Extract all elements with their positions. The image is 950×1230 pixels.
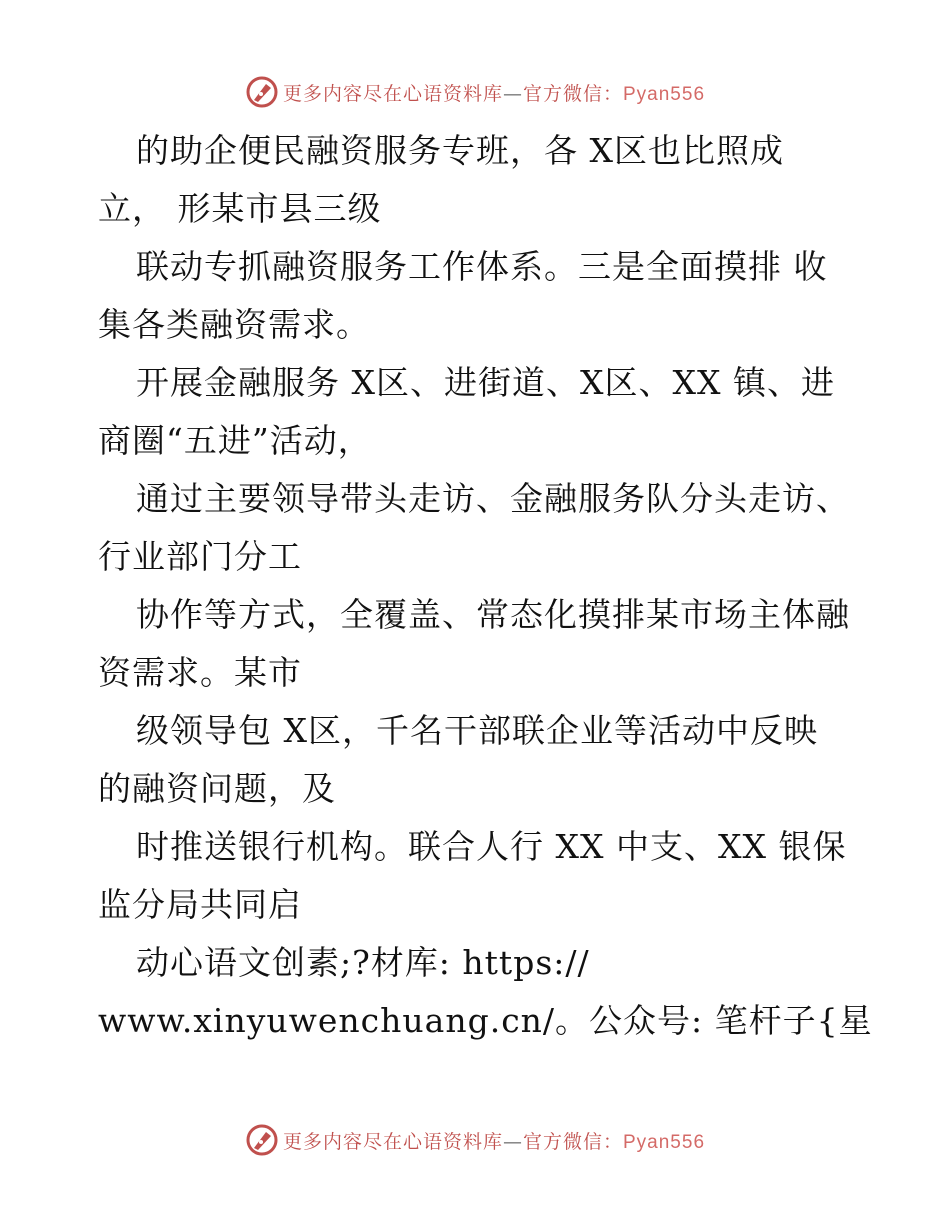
watermark-wechat-label: 官方微信： [522,1130,623,1153]
text-line: 的助企便民融资服务专班，各 X区也比照成 [136,131,784,170]
text-line: 行业部门分工 [98,537,302,576]
watermark-wechat-account: Pyan556 [623,1131,706,1153]
watermark-main: 更多内容尽在心语资料库 [282,82,503,105]
footer-watermark [0,1120,950,1160]
text-line: 立， 形某市县三级 [98,189,382,228]
text-line: 商圈“五进”活动， [98,421,372,460]
text-line: 通过主要领导带头走访、金融服务队分头走访、 [136,479,850,518]
document-body [98,122,873,1050]
text-line: 协作等方式，全覆盖、常态化摸排某市场主体融 [136,595,850,634]
watermark-wechat-label: 官方微信： [522,82,623,105]
text-line: 联动专抓融资服务工作体系。三是全面摸排 收 [136,247,828,286]
text-line: 资需求。某市 [98,653,302,692]
text-line: www.xinyuwenchuang.cn/。公众号: 笔杆子{星 [98,1001,873,1040]
watermark-separator: — [502,1130,523,1153]
watermark-text [283,1127,705,1154]
header-watermark [0,72,950,112]
watermark-separator: — [502,82,523,105]
text-line: 时推送银行机构。联合人行 XX 中支、XX 银保 [136,827,847,866]
pen-nib-logo-icon [245,1123,279,1157]
watermark-text [283,79,705,106]
watermark-main: 更多内容尽在心语资料库 [282,1130,503,1153]
text-line: 集各类融资需求。 [98,305,370,344]
text-line: 监分局共同启 [98,885,302,924]
watermark-wechat-account: Pyan556 [623,83,706,105]
text-line: 级领导包 X区，千名干部联企业等活动中反映 [136,711,818,750]
text-line: 开展金融服务 X区、进街道、X区、XX 镇、进 [136,363,835,402]
text-line: 的融资问题，及 [98,769,336,808]
pen-nib-logo-icon [245,75,279,109]
text-line: 动心语文创素;?材库: https:// [136,943,590,982]
